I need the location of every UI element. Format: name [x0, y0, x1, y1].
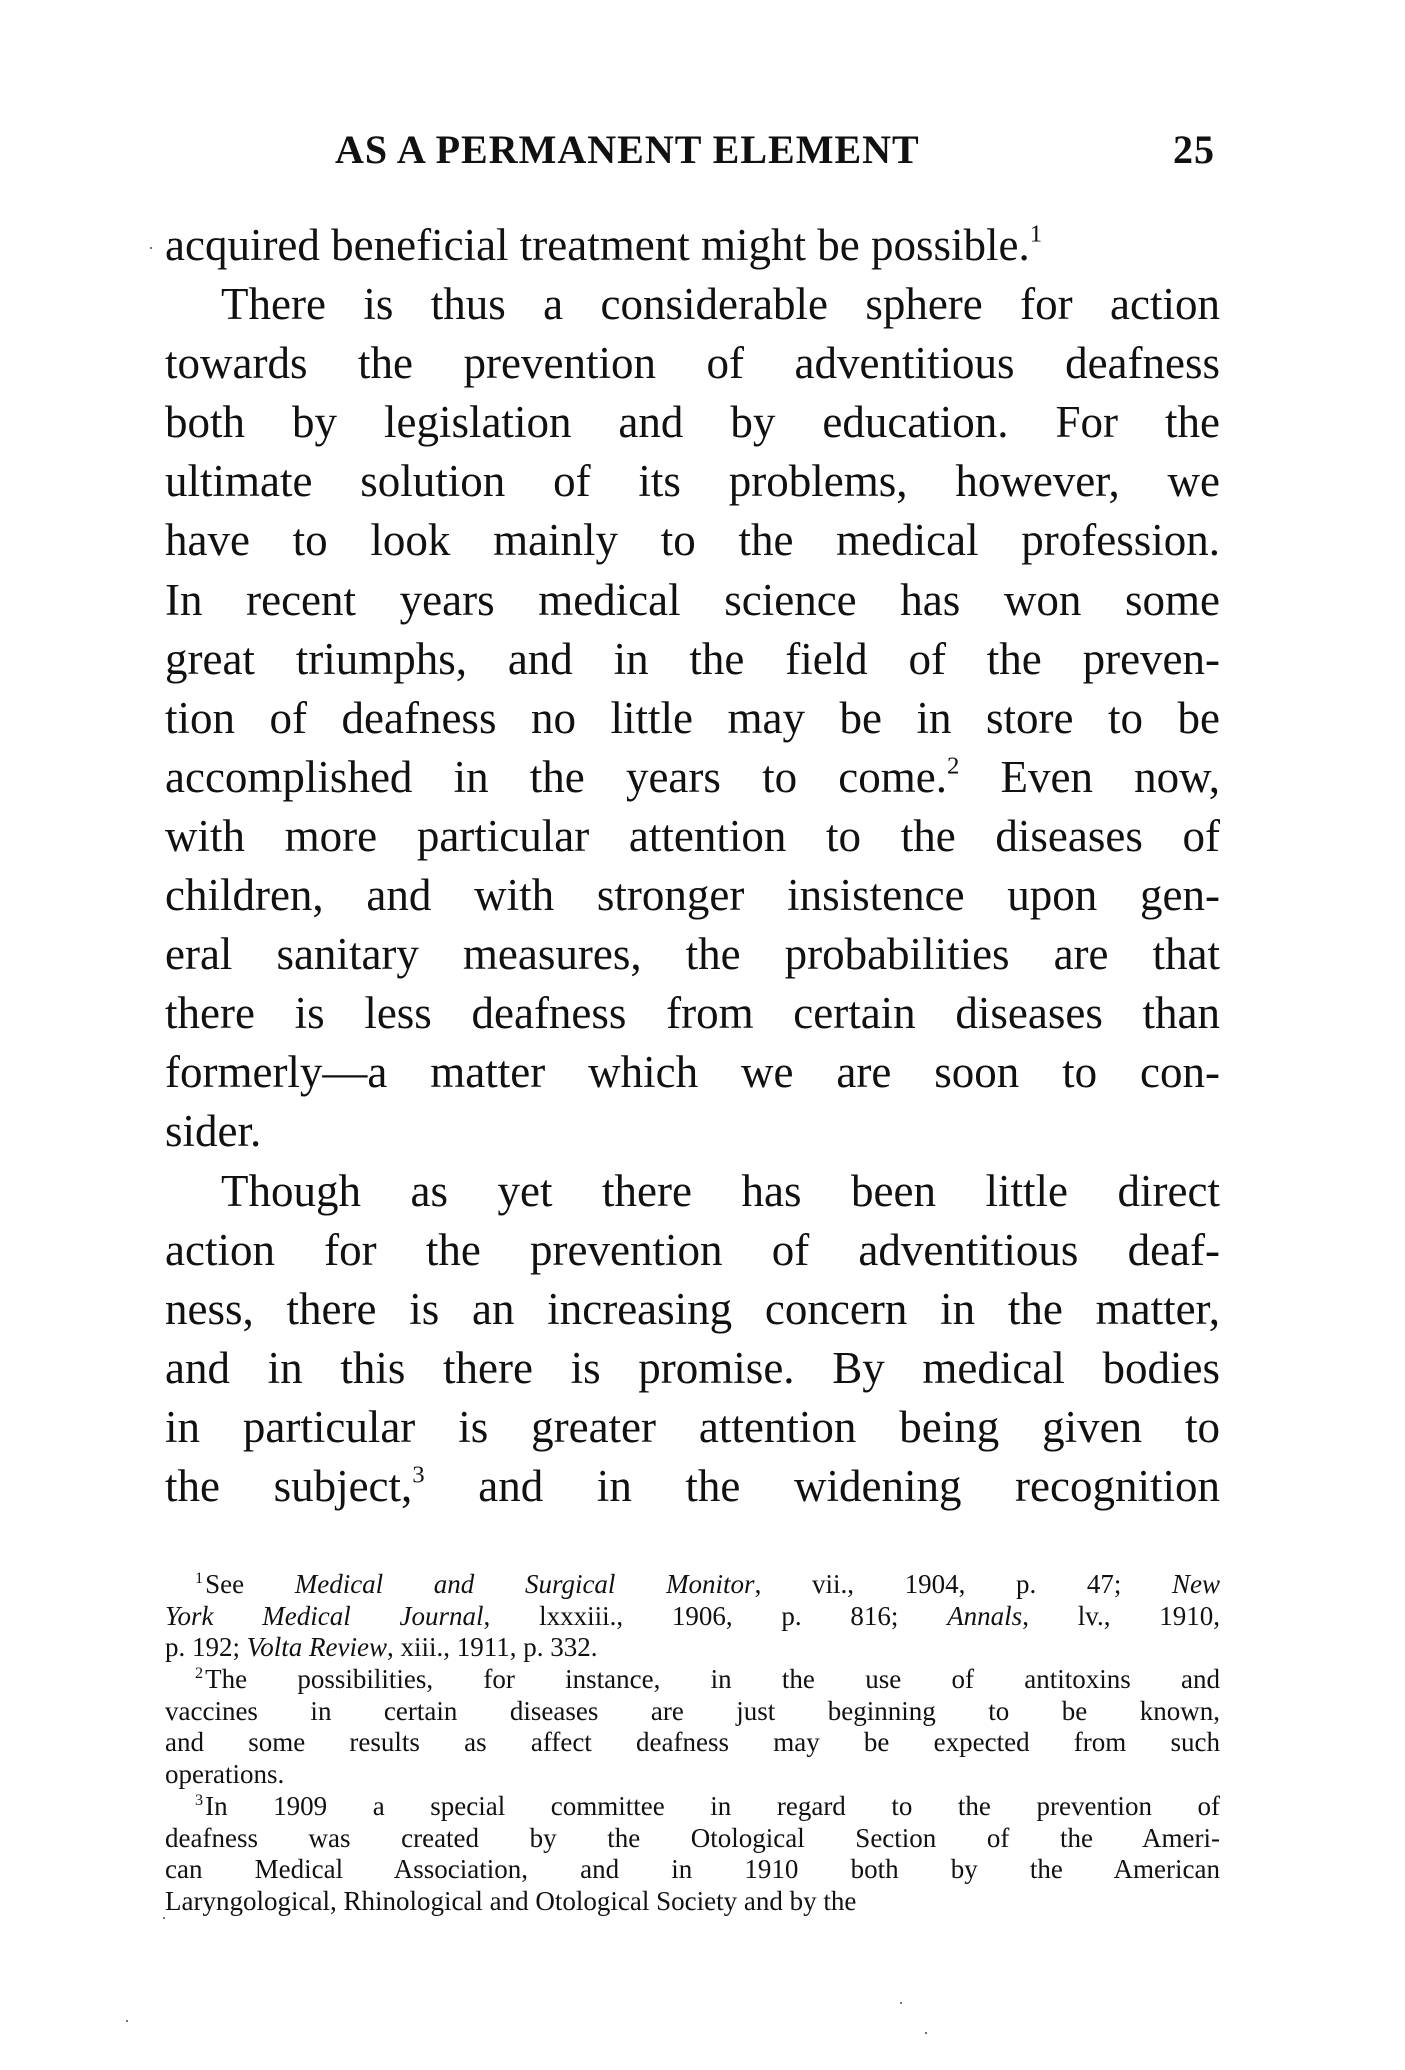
text-line: both by legislation and by education. For the [165, 397, 1220, 448]
footnote-reference[interactable]: 2 [946, 752, 960, 780]
body-text [165, 216, 1220, 1516]
footnote-line: $^2$The possibilities, for instance, in the use of antitoxins and [195, 1664, 1220, 1695]
text-line: Though as yet there has been little direct [221, 1165, 1220, 1216]
footnote-marker: 3 [195, 1791, 204, 1810]
footnote-marker: 2 [195, 1664, 204, 1683]
text-line: eral sanitary measures, the probabilities are that [165, 929, 1220, 980]
text-line: great triumphs, and in the field of the preven- [165, 633, 1220, 684]
footnote-line: and some results as affect deafness may be expected from such [165, 1727, 1220, 1758]
text-line: towards the prevention of adventitious deafness [165, 338, 1220, 389]
text-line: formerly—a matter which we are soon to con- [165, 1047, 1220, 1098]
footnote-line: deafness was created by the Otological Section of the Ameri- [165, 1822, 1220, 1853]
citation-title: Annals [947, 1600, 1023, 1631]
footnote-line: $^3$In 1909 a special committee in regard to the prevention of [195, 1790, 1220, 1821]
footnote-line: York Medical Journal, lxxxiii., 1906, p. 816; Annals, lv., 1910, [165, 1600, 1221, 1631]
text-line: There is thus a considerable sphere for action [221, 279, 1220, 330]
footnote-line: Laryngological, Rhinological and Otological Society and by the [165, 1885, 857, 1916]
text-line: there is less deafness from certain diseases than [165, 988, 1220, 1039]
scan-speck [900, 2002, 902, 2004]
text-line: ness, there is an increasing concern in the matter, [165, 1283, 1220, 1334]
footnote-1 [165, 1569, 1220, 1664]
running-title: AS A PERMANENT ELEMENT [335, 127, 920, 172]
text-line: acquired beneficial treatment might be possible.$^1$ [165, 220, 1043, 270]
citation-title: Volta Review [246, 1632, 387, 1663]
text-line: accomplished in the years to come.$^2$ Even now, [165, 751, 1220, 802]
text-line: in particular is greater attention being given to [165, 1401, 1220, 1452]
footnote-line: vaccines in certain diseases are just beginning to be known, [165, 1695, 1220, 1726]
footnote-reference[interactable]: 3 [412, 1461, 425, 1489]
footnote-line: operations. [165, 1759, 285, 1790]
text-line: have to look mainly to the medical profession. [165, 515, 1220, 566]
text-line: ultimate solution of its problems, however, we [165, 456, 1220, 507]
footnote-line: can Medical Association, and in 1910 both by the American [165, 1854, 1220, 1885]
citation-title: York Medical Journal [165, 1600, 484, 1631]
footnote-line: $^1$See Medical and Surgical Monitor, vii., 1904, p. 47; New [195, 1569, 1220, 1599]
footnotes [165, 1569, 1220, 1918]
citation-title: New [1171, 1569, 1220, 1599]
running-header [335, 126, 1215, 174]
footnote-2 [165, 1664, 1220, 1791]
scan-speck [925, 2032, 927, 2034]
text-line: with more particular attention to the diseases of [165, 810, 1220, 861]
footnote-marker: 1 [195, 1569, 204, 1588]
footnote-reference[interactable]: 1 [1029, 220, 1043, 248]
text-line: the subject,$^3$ and in the widening recognition [165, 1460, 1220, 1511]
footnote-3 [165, 1791, 1220, 1918]
text-line: action for the prevention of adventitious deaf- [165, 1224, 1220, 1275]
text-line: children, and with stronger insistence upon gen- [165, 870, 1220, 921]
scan-speck [126, 2020, 128, 2022]
text-line: and in this there is promise. By medical bodies [165, 1342, 1220, 1393]
scan-speck [163, 1917, 165, 1919]
footnote-line: p. 192; Volta Review, xiii., 1911, p. 332. [165, 1632, 598, 1663]
scan-speck [150, 247, 152, 249]
citation-title: Medical and Surgical Monitor [294, 1569, 755, 1599]
page-number: 25 [1173, 127, 1215, 172]
text-line: sider. [165, 1106, 262, 1157]
text-line: In recent years medical science has won some [165, 574, 1220, 625]
text-line: tion of deafness no little may be in store to be [165, 692, 1220, 743]
